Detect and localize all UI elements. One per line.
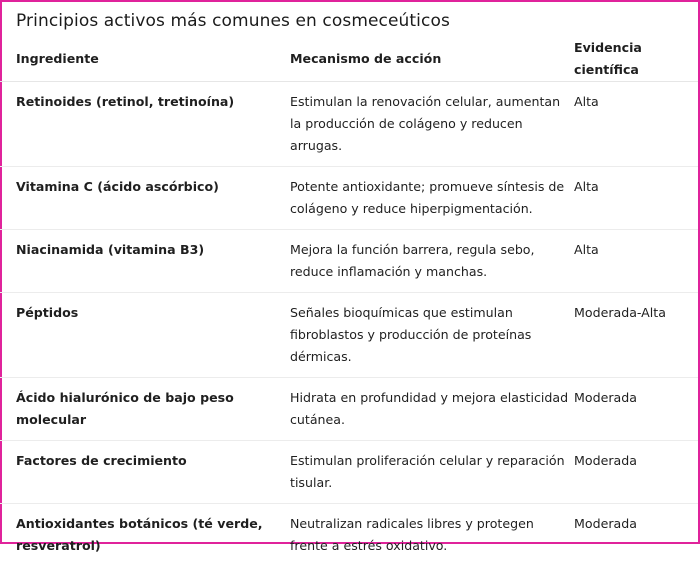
column-header-mechanism: Mecanismo de acción	[290, 37, 574, 82]
evidence-cell: Alta	[574, 167, 698, 230]
mechanism-cell: Estimulan la renovación celular, aumentan la producción de colágeno y reducen arrugas.	[290, 82, 574, 167]
evidence-cell: Moderada	[574, 441, 698, 504]
table-row	[0, 504, 698, 566]
table-row	[0, 167, 698, 230]
evidence-cell: Alta	[574, 82, 698, 167]
evidence-cell: Moderada	[574, 504, 698, 566]
ingredient-cell: Ácido hialurónico de bajo peso molecular	[0, 378, 290, 441]
ingredient-cell: Péptidos	[0, 293, 290, 378]
ingredient-cell: Vitamina C (ácido ascórbico)	[0, 167, 290, 230]
ingredient-cell: Factores de crecimiento	[0, 441, 290, 504]
table-row	[0, 441, 698, 504]
column-header-evidence: Evidencia científica	[574, 37, 698, 82]
table-row	[0, 378, 698, 441]
table-row	[0, 230, 698, 293]
table-row	[0, 293, 698, 378]
ingredients-table	[0, 37, 698, 566]
mechanism-cell: Neutralizan radicales libres y protegen frente a estrés oxidativo.	[290, 504, 574, 566]
mechanism-cell: Potente antioxidante; promueve síntesis de colágeno y reduce hiperpigmentación.	[290, 167, 574, 230]
column-header-ingredient: Ingrediente	[0, 37, 290, 82]
page-title: Principios activos más comunes en cosmeceúticos	[16, 11, 450, 31]
ingredient-cell: Antioxidantes botánicos (té verde, resveratrol)	[0, 504, 290, 566]
table-row	[0, 82, 698, 167]
mechanism-cell: Hidrata en profundidad y mejora elasticidad cutánea.	[290, 378, 574, 441]
ingredient-cell: Niacinamida (vitamina B3)	[0, 230, 290, 293]
evidence-cell: Moderada-Alta	[574, 293, 698, 378]
mechanism-cell: Señales bioquímicas que estimulan fibroblastos y producción de proteínas dérmicas.	[290, 293, 574, 378]
table-header-row	[0, 37, 698, 82]
ingredient-cell: Retinoides (retinol, tretinoína)	[0, 82, 290, 167]
evidence-cell: Alta	[574, 230, 698, 293]
mechanism-cell: Mejora la función barrera, regula sebo, reduce inflamación y manchas.	[290, 230, 574, 293]
evidence-cell: Moderada	[574, 378, 698, 441]
mechanism-cell: Estimulan proliferación celular y reparación tisular.	[290, 441, 574, 504]
